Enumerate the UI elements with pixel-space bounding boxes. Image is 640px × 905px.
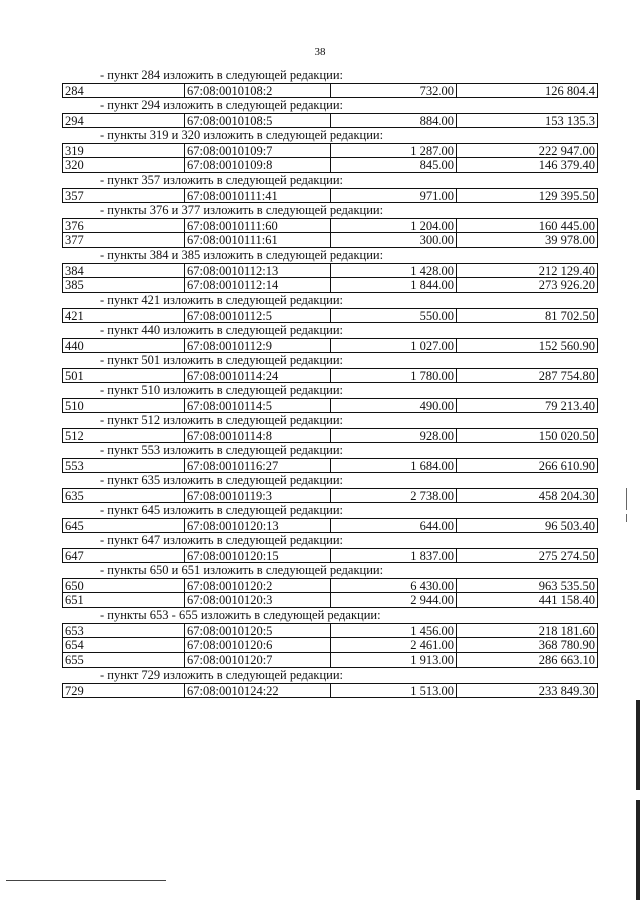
cadastral-number: 67:08:0010112:9 — [185, 339, 331, 352]
cost-value: 218 181.60 — [538, 624, 595, 637]
cadastral-number: 67:08:0010114:5 — [185, 399, 331, 412]
amendment-instruction: - пункт 284 изложить в следующей редакции: — [100, 68, 343, 82]
cadastral-number: 67:08:0010120:7 — [185, 653, 331, 667]
area-value: 884.00 — [331, 114, 457, 127]
margin-mark — [626, 488, 627, 510]
cost-value: 273 926.20 — [538, 278, 595, 292]
cost-value: 126 804.4 — [545, 84, 595, 97]
amendment-instruction: - пункт 729 изложить в следующей редакции: — [100, 668, 343, 682]
cadastral-number: 67:08:0010112:5 — [185, 309, 331, 322]
area-value: 1 913.00 — [331, 653, 457, 667]
item-number: 650 — [63, 579, 185, 592]
amendment-instruction: - пункт 647 изложить в следующей редакции: — [100, 533, 343, 547]
area-value: 1 456.00 — [331, 624, 457, 637]
table-row — [62, 308, 598, 323]
cost-value: 275 274.50 — [538, 549, 595, 562]
cost-value: 458 204.30 — [538, 489, 595, 502]
cost-value: 150 020.50 — [538, 429, 595, 442]
margin-mark — [626, 514, 627, 522]
table-row — [62, 653, 598, 668]
cadastral-number: 67:08:0010120:13 — [185, 519, 331, 532]
amendment-instruction: - пункт 645 изложить в следующей редакции: — [100, 503, 343, 517]
item-number: 653 — [63, 624, 185, 637]
table-row — [62, 263, 598, 278]
area-value: 1 287.00 — [331, 144, 457, 157]
area-value: 971.00 — [331, 189, 457, 202]
area-value: 1 204.00 — [331, 219, 457, 232]
item-number: 512 — [63, 429, 185, 442]
amendment-instruction: - пункты 319 и 320 изложить в следующей редакции: — [100, 128, 384, 142]
amendment-instruction: - пункт 440 изложить в следующей редакции: — [100, 323, 343, 337]
cost-value: 152 560.90 — [538, 339, 595, 352]
item-number: 645 — [63, 519, 185, 532]
cost-value: 153 135.3 — [545, 114, 595, 127]
area-value: 300.00 — [331, 233, 457, 247]
cadastral-number: 67:08:0010109:8 — [185, 158, 331, 172]
cadastral-number: 67:08:0010120:3 — [185, 593, 331, 607]
cadastral-number: 67:08:0010112:14 — [185, 278, 331, 292]
amendment-instruction: - пункты 384 и 385 изложить в следующей редакции: — [100, 248, 384, 262]
table-row — [62, 623, 598, 638]
footnote-separator — [6, 880, 166, 881]
area-value: 1 428.00 — [331, 264, 457, 277]
table-row — [62, 518, 598, 533]
area-value: 6 430.00 — [331, 579, 457, 592]
amendment-instruction: - пункт 501 изложить в следующей редакции: — [100, 353, 343, 367]
area-value: 1 513.00 — [331, 684, 457, 697]
area-value: 1 684.00 — [331, 459, 457, 472]
cadastral-number: 67:08:0010120:5 — [185, 624, 331, 637]
item-number: 384 — [63, 264, 185, 277]
cadastral-number: 67:08:0010119:3 — [185, 489, 331, 502]
amendment-instruction: - пункты 653 - 655 изложить в следующей редакции: — [100, 608, 381, 622]
table-row — [62, 338, 598, 353]
amendment-instruction: - пункт 357 изложить в следующей редакции: — [100, 173, 343, 187]
area-value: 550.00 — [331, 309, 457, 322]
scan-edge — [636, 700, 640, 790]
table-row — [62, 188, 598, 203]
item-number: 320 — [63, 158, 185, 172]
item-number: 357 — [63, 189, 185, 202]
cadastral-number: 67:08:0010109:7 — [185, 144, 331, 157]
cost-value: 129 395.50 — [538, 189, 595, 202]
area-value: 644.00 — [331, 519, 457, 532]
area-value: 2 461.00 — [331, 638, 457, 652]
item-number: 421 — [63, 309, 185, 322]
item-number: 510 — [63, 399, 185, 412]
area-value: 1 844.00 — [331, 278, 457, 292]
cadastral-number: 67:08:0010124:22 — [185, 684, 331, 697]
item-number: 385 — [63, 278, 185, 292]
table-row — [62, 368, 598, 383]
area-value: 1 780.00 — [331, 369, 457, 382]
table-row — [62, 683, 598, 698]
item-number: 729 — [63, 684, 185, 697]
area-value: 2 944.00 — [331, 593, 457, 607]
page-number: 38 — [314, 46, 326, 58]
amendment-instruction: - пункты 650 и 651 изложить в следующей редакции: — [100, 563, 384, 577]
table-row — [62, 548, 598, 563]
cost-value: 286 663.10 — [538, 653, 595, 667]
table-row — [62, 218, 598, 233]
item-number: 284 — [63, 84, 185, 97]
table-row — [62, 428, 598, 443]
cadastral-number: 67:08:0010116:27 — [185, 459, 331, 472]
cadastral-number: 67:08:0010120:15 — [185, 549, 331, 562]
item-number: 655 — [63, 653, 185, 667]
area-value: 1 837.00 — [331, 549, 457, 562]
cadastral-number: 67:08:0010112:13 — [185, 264, 331, 277]
amendment-instruction: - пункты 376 и 377 изложить в следующей редакции: — [100, 203, 384, 217]
amendment-instruction: - пункт 421 изложить в следующей редакции: — [100, 293, 343, 307]
cost-value: 212 129.40 — [538, 264, 595, 277]
area-value: 2 738.00 — [331, 489, 457, 502]
table-row — [62, 638, 598, 653]
area-value: 845.00 — [331, 158, 457, 172]
area-value: 732.00 — [331, 84, 457, 97]
scan-edge — [636, 800, 640, 900]
cadastral-number: 67:08:0010111:60 — [185, 219, 331, 232]
table-row — [62, 113, 598, 128]
table-row — [62, 278, 598, 293]
document-body — [62, 68, 598, 698]
table-row — [62, 488, 598, 503]
cost-value: 160 445.00 — [538, 219, 595, 232]
item-number: 376 — [63, 219, 185, 232]
cost-value: 39 978.00 — [545, 233, 595, 247]
cadastral-number: 67:08:0010120:6 — [185, 638, 331, 652]
area-value: 490.00 — [331, 399, 457, 412]
cadastral-number: 67:08:0010114:24 — [185, 369, 331, 382]
item-number: 440 — [63, 339, 185, 352]
table-row — [62, 578, 598, 593]
cost-value: 79 213.40 — [545, 399, 595, 412]
cadastral-number: 67:08:0010111:41 — [185, 189, 331, 202]
cadastral-number: 67:08:0010108:5 — [185, 114, 331, 127]
item-number: 501 — [63, 369, 185, 382]
amendment-instruction: - пункт 510 изложить в следующей редакции: — [100, 383, 343, 397]
cadastral-number: 67:08:0010120:2 — [185, 579, 331, 592]
item-number: 635 — [63, 489, 185, 502]
cost-value: 233 849.30 — [538, 684, 595, 697]
amendment-instruction: - пункт 294 изложить в следующей редакции: — [100, 98, 343, 112]
item-number: 654 — [63, 638, 185, 652]
table-row — [62, 398, 598, 413]
table-row — [62, 233, 598, 248]
cost-value: 266 610.90 — [538, 459, 595, 472]
item-number: 553 — [63, 459, 185, 472]
table-row — [62, 158, 598, 173]
cadastral-number: 67:08:0010111:61 — [185, 233, 331, 247]
area-value: 928.00 — [331, 429, 457, 442]
table-row — [62, 143, 598, 158]
amendment-instruction: - пункт 635 изложить в следующей редакции: — [100, 473, 343, 487]
cost-value: 146 379.40 — [538, 158, 595, 172]
cadastral-number: 67:08:0010114:8 — [185, 429, 331, 442]
table-row — [62, 593, 598, 608]
area-value: 1 027.00 — [331, 339, 457, 352]
cost-value: 368 780.90 — [538, 638, 595, 652]
amendment-instruction: - пункт 553 изложить в следующей редакции: — [100, 443, 343, 457]
table-row — [62, 458, 598, 473]
cost-value: 222 947.00 — [538, 144, 595, 157]
cost-value: 96 503.40 — [545, 519, 595, 532]
item-number: 294 — [63, 114, 185, 127]
cost-value: 963 535.50 — [538, 579, 595, 592]
item-number: 377 — [63, 233, 185, 247]
cadastral-number: 67:08:0010108:2 — [185, 84, 331, 97]
item-number: 651 — [63, 593, 185, 607]
cost-value: 81 702.50 — [545, 309, 595, 322]
cost-value: 287 754.80 — [538, 369, 595, 382]
item-number: 647 — [63, 549, 185, 562]
item-number: 319 — [63, 144, 185, 157]
amendment-instruction: - пункт 512 изложить в следующей редакции: — [100, 413, 343, 427]
cost-value: 441 158.40 — [538, 593, 595, 607]
table-row — [62, 83, 598, 98]
